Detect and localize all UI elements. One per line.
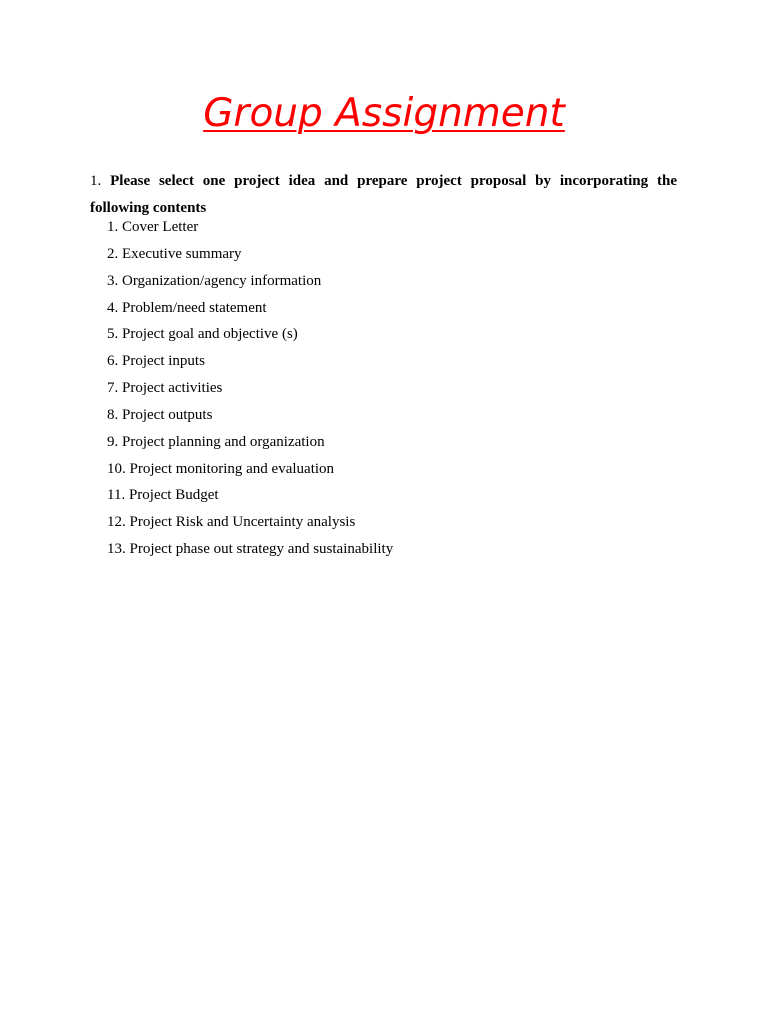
list-item-number: 12. — [107, 514, 126, 531]
question-number: 1. — [90, 173, 102, 189]
list-item-label: Project phase out strategy and sustainability — [129, 541, 394, 558]
list-item — [107, 536, 393, 563]
list-item-number: 11. — [107, 487, 126, 504]
list-item-number: 1. — [107, 219, 119, 235]
list-item-label: Project goal and objective (s) — [122, 326, 298, 343]
list-item-number: 5. — [107, 326, 119, 343]
list-item — [107, 429, 393, 456]
list-item — [107, 321, 393, 348]
list-item-number: 9. — [107, 433, 119, 450]
list-item-label: Project Budget — [128, 487, 219, 504]
document-title: Group Assignment — [203, 91, 565, 136]
list-item-label: Project outputs — [122, 406, 213, 423]
list-item-number: 10. — [107, 460, 126, 477]
list-item-label: Project inputs — [122, 353, 205, 370]
list-item-label: Project Risk and Uncertainty analysis — [129, 514, 356, 531]
list-item — [107, 482, 393, 509]
list-item-label: Project monitoring and evaluation — [129, 460, 335, 477]
list-item-label: Problem/need statement — [122, 299, 267, 316]
list-item-label: Organization/agency information — [122, 272, 322, 289]
list-item — [107, 241, 393, 268]
list-item-number: 7. — [107, 380, 119, 397]
list-item-number: 8. — [107, 406, 119, 423]
list-item — [107, 268, 393, 295]
list-item-label: Cover Letter — [122, 219, 199, 235]
list-item-number: 2. — [107, 245, 119, 262]
list-item — [107, 402, 393, 429]
list-item — [107, 348, 393, 375]
list-item — [107, 375, 393, 402]
list-item-label: Executive summary — [122, 245, 242, 262]
list-item-number: 13. — [107, 541, 126, 558]
list-item-label: Project planning and organization — [122, 433, 325, 450]
question-text: Please select one project idea and prepare project proposal by incorporating the following contents — [90, 173, 678, 216]
list-item-label: Project activities — [122, 380, 223, 397]
list-item — [107, 456, 393, 483]
contents-list — [107, 214, 393, 563]
list-item-number: 6. — [107, 353, 119, 370]
list-item-number: 4. — [107, 299, 119, 316]
list-item — [107, 509, 393, 536]
list-item — [107, 214, 393, 241]
list-item-number: 3. — [107, 272, 119, 289]
list-item — [107, 295, 393, 322]
